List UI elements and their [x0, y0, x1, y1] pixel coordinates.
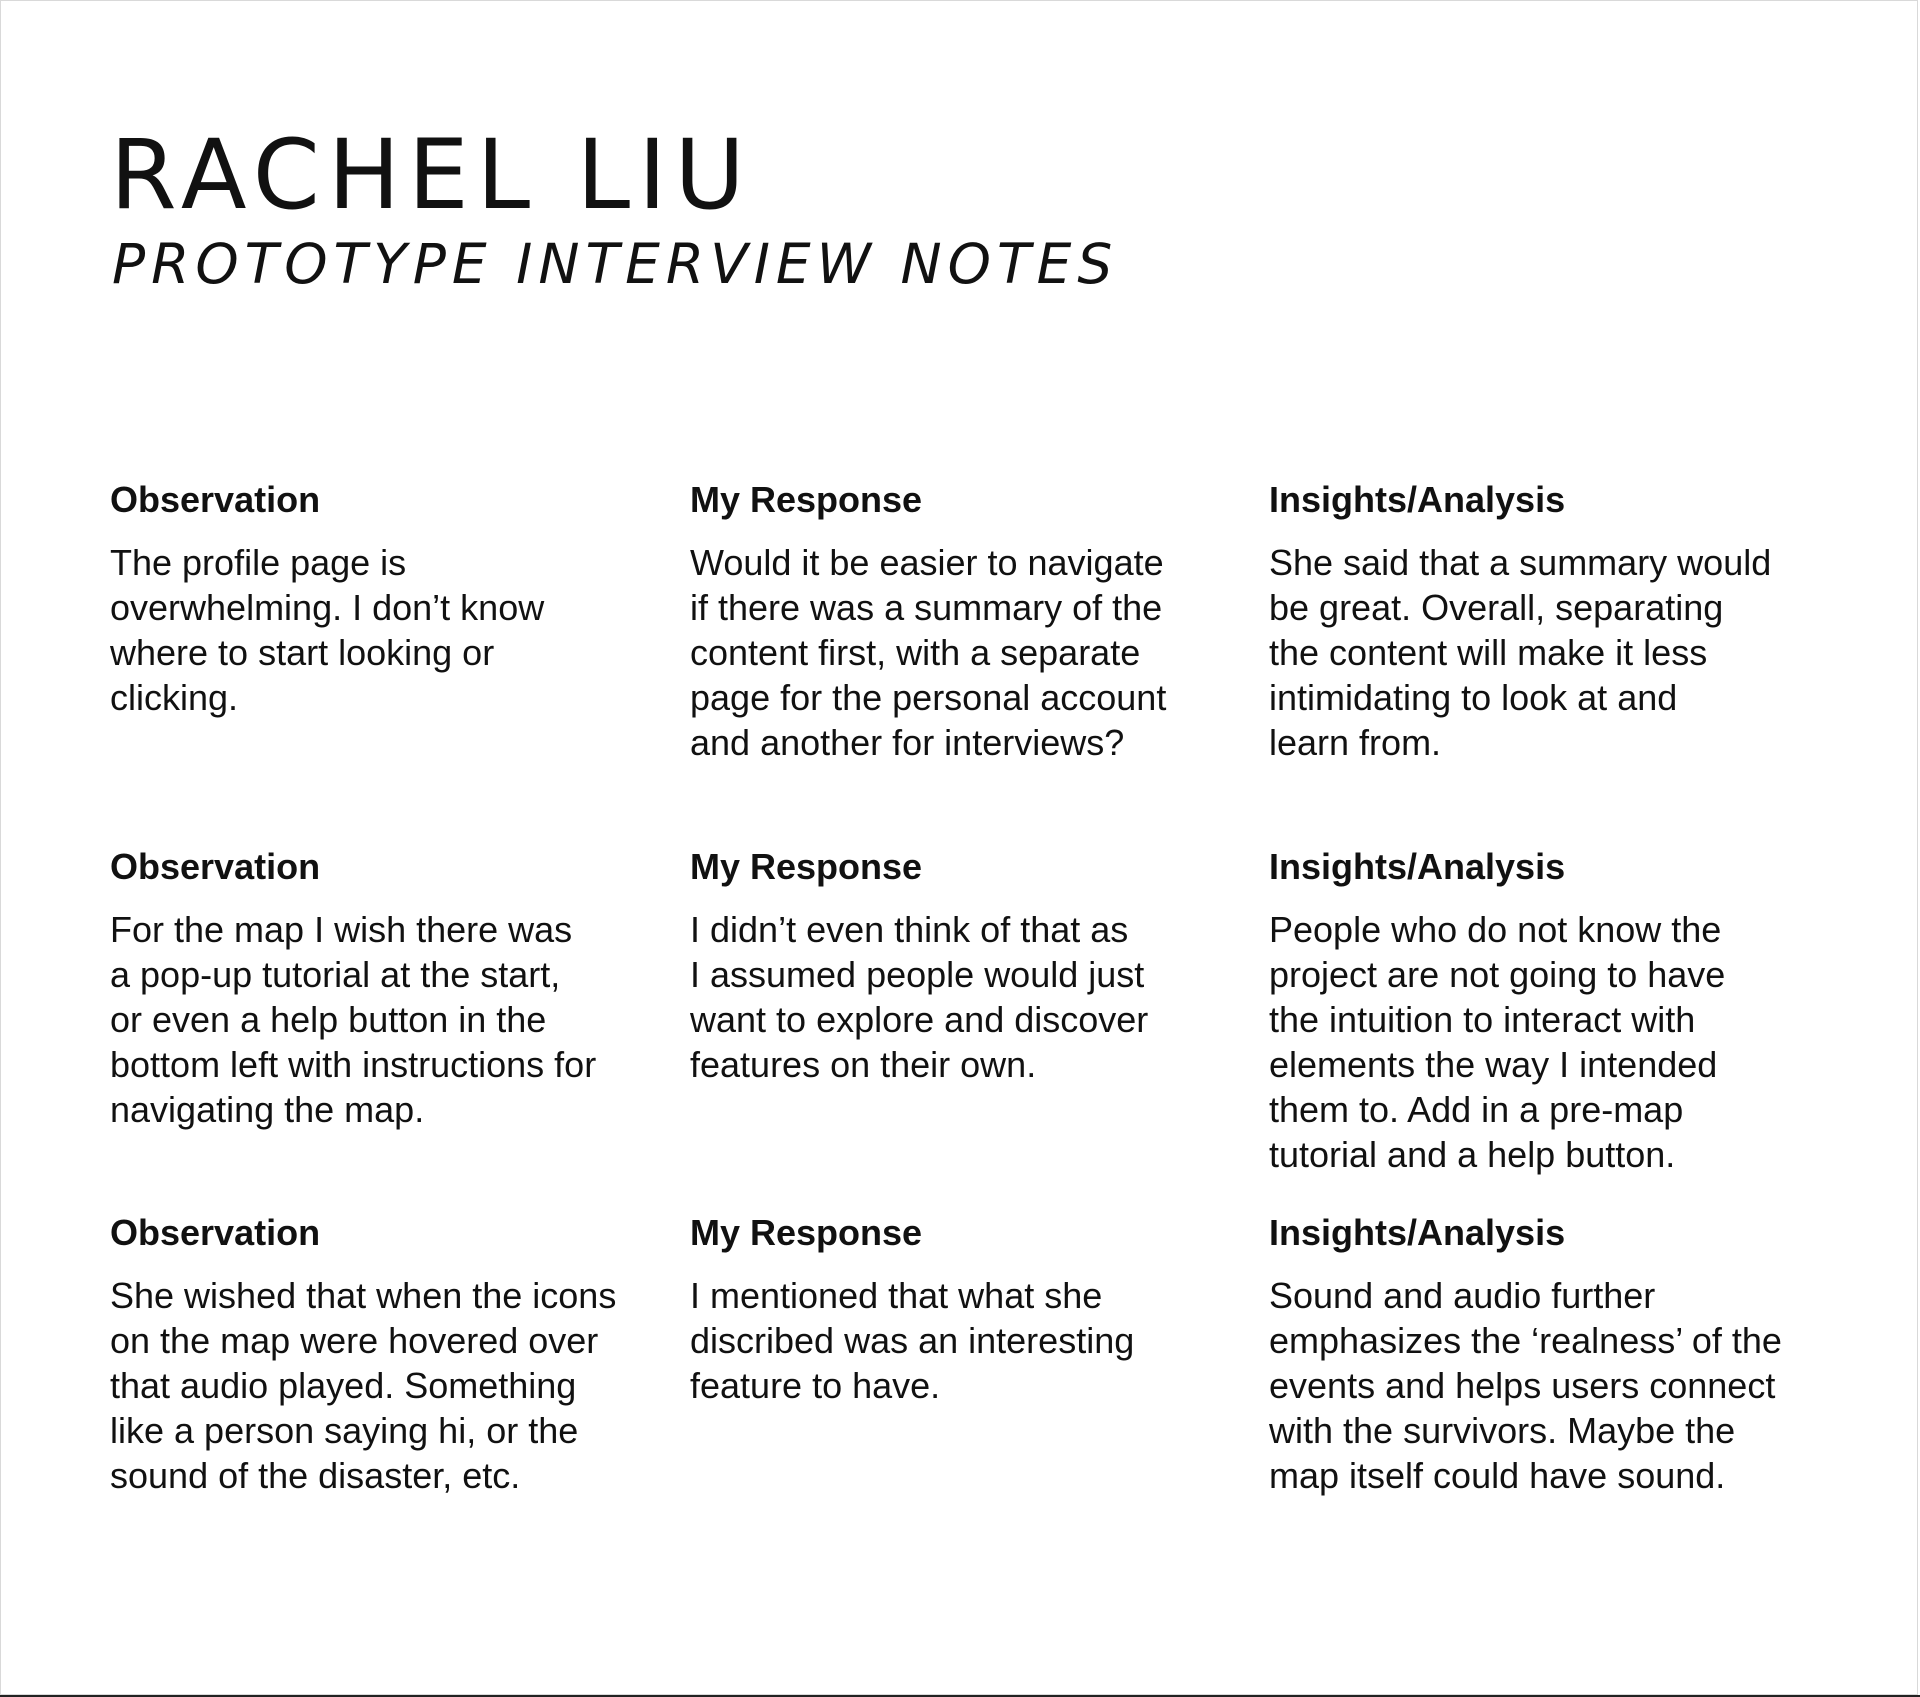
response-heading: My Response [690, 846, 923, 887]
observation-heading: Observation [110, 846, 321, 887]
observation-text: The profile page is overwhelming. I don’t know where to start looking or clicking. [110, 542, 545, 718]
insights-text: She said that a summary would be great. Overall, separating the content will make it less intimidating to look at and learn from. [1269, 542, 1772, 763]
observation-heading: Observation [110, 479, 321, 520]
insights-cell [1269, 845, 1829, 1177]
response-heading: My Response [690, 1212, 923, 1253]
observation-heading: Observation [110, 1212, 321, 1253]
insights-heading: Insights/Analysis [1269, 1212, 1566, 1253]
insights-cell [1269, 478, 1829, 765]
response-heading: My Response [690, 479, 923, 520]
response-cell [690, 478, 1250, 765]
observation-text: For the map I wish there was a pop-up tutorial at the start, or even a help button in the bottom left with instructions for navigating the map. [110, 909, 597, 1130]
page-subtitle: PROTOTYPE INTERVIEW NOTES [112, 232, 1119, 296]
observation-cell [110, 1211, 670, 1498]
observation-text: She wished that when the icons on the map were hovered over that audio played. Something like a person saying hi, or the sound of the disaster, etc. [110, 1275, 617, 1496]
response-text: Would it be easier to navigate if there was a summary of the content first, with a separate page for the personal account and another for interviews? [690, 542, 1167, 763]
page-title: RACHEL LIU [110, 119, 753, 231]
insights-cell [1269, 1211, 1829, 1498]
response-text: I mentioned that what she discribed was an interesting feature to have. [690, 1275, 1135, 1406]
insights-heading: Insights/Analysis [1269, 846, 1566, 887]
insights-heading: Insights/Analysis [1269, 479, 1566, 520]
response-cell [690, 1211, 1250, 1408]
insights-text: Sound and audio further emphasizes the ‘realness’ of the events and helps users connect with the survivors. Maybe the map itself could have sound. [1269, 1275, 1782, 1496]
observation-cell [110, 845, 670, 1132]
response-text: I didn’t even think of that as I assumed people would just want to explore and discover features on their own. [690, 909, 1149, 1085]
response-cell [690, 845, 1250, 1087]
observation-cell [110, 478, 670, 720]
insights-text: People who do not know the project are not going to have the intuition to interact with elements the way I intended them to. Add in a pre-map tutorial and a help button. [1269, 909, 1726, 1175]
